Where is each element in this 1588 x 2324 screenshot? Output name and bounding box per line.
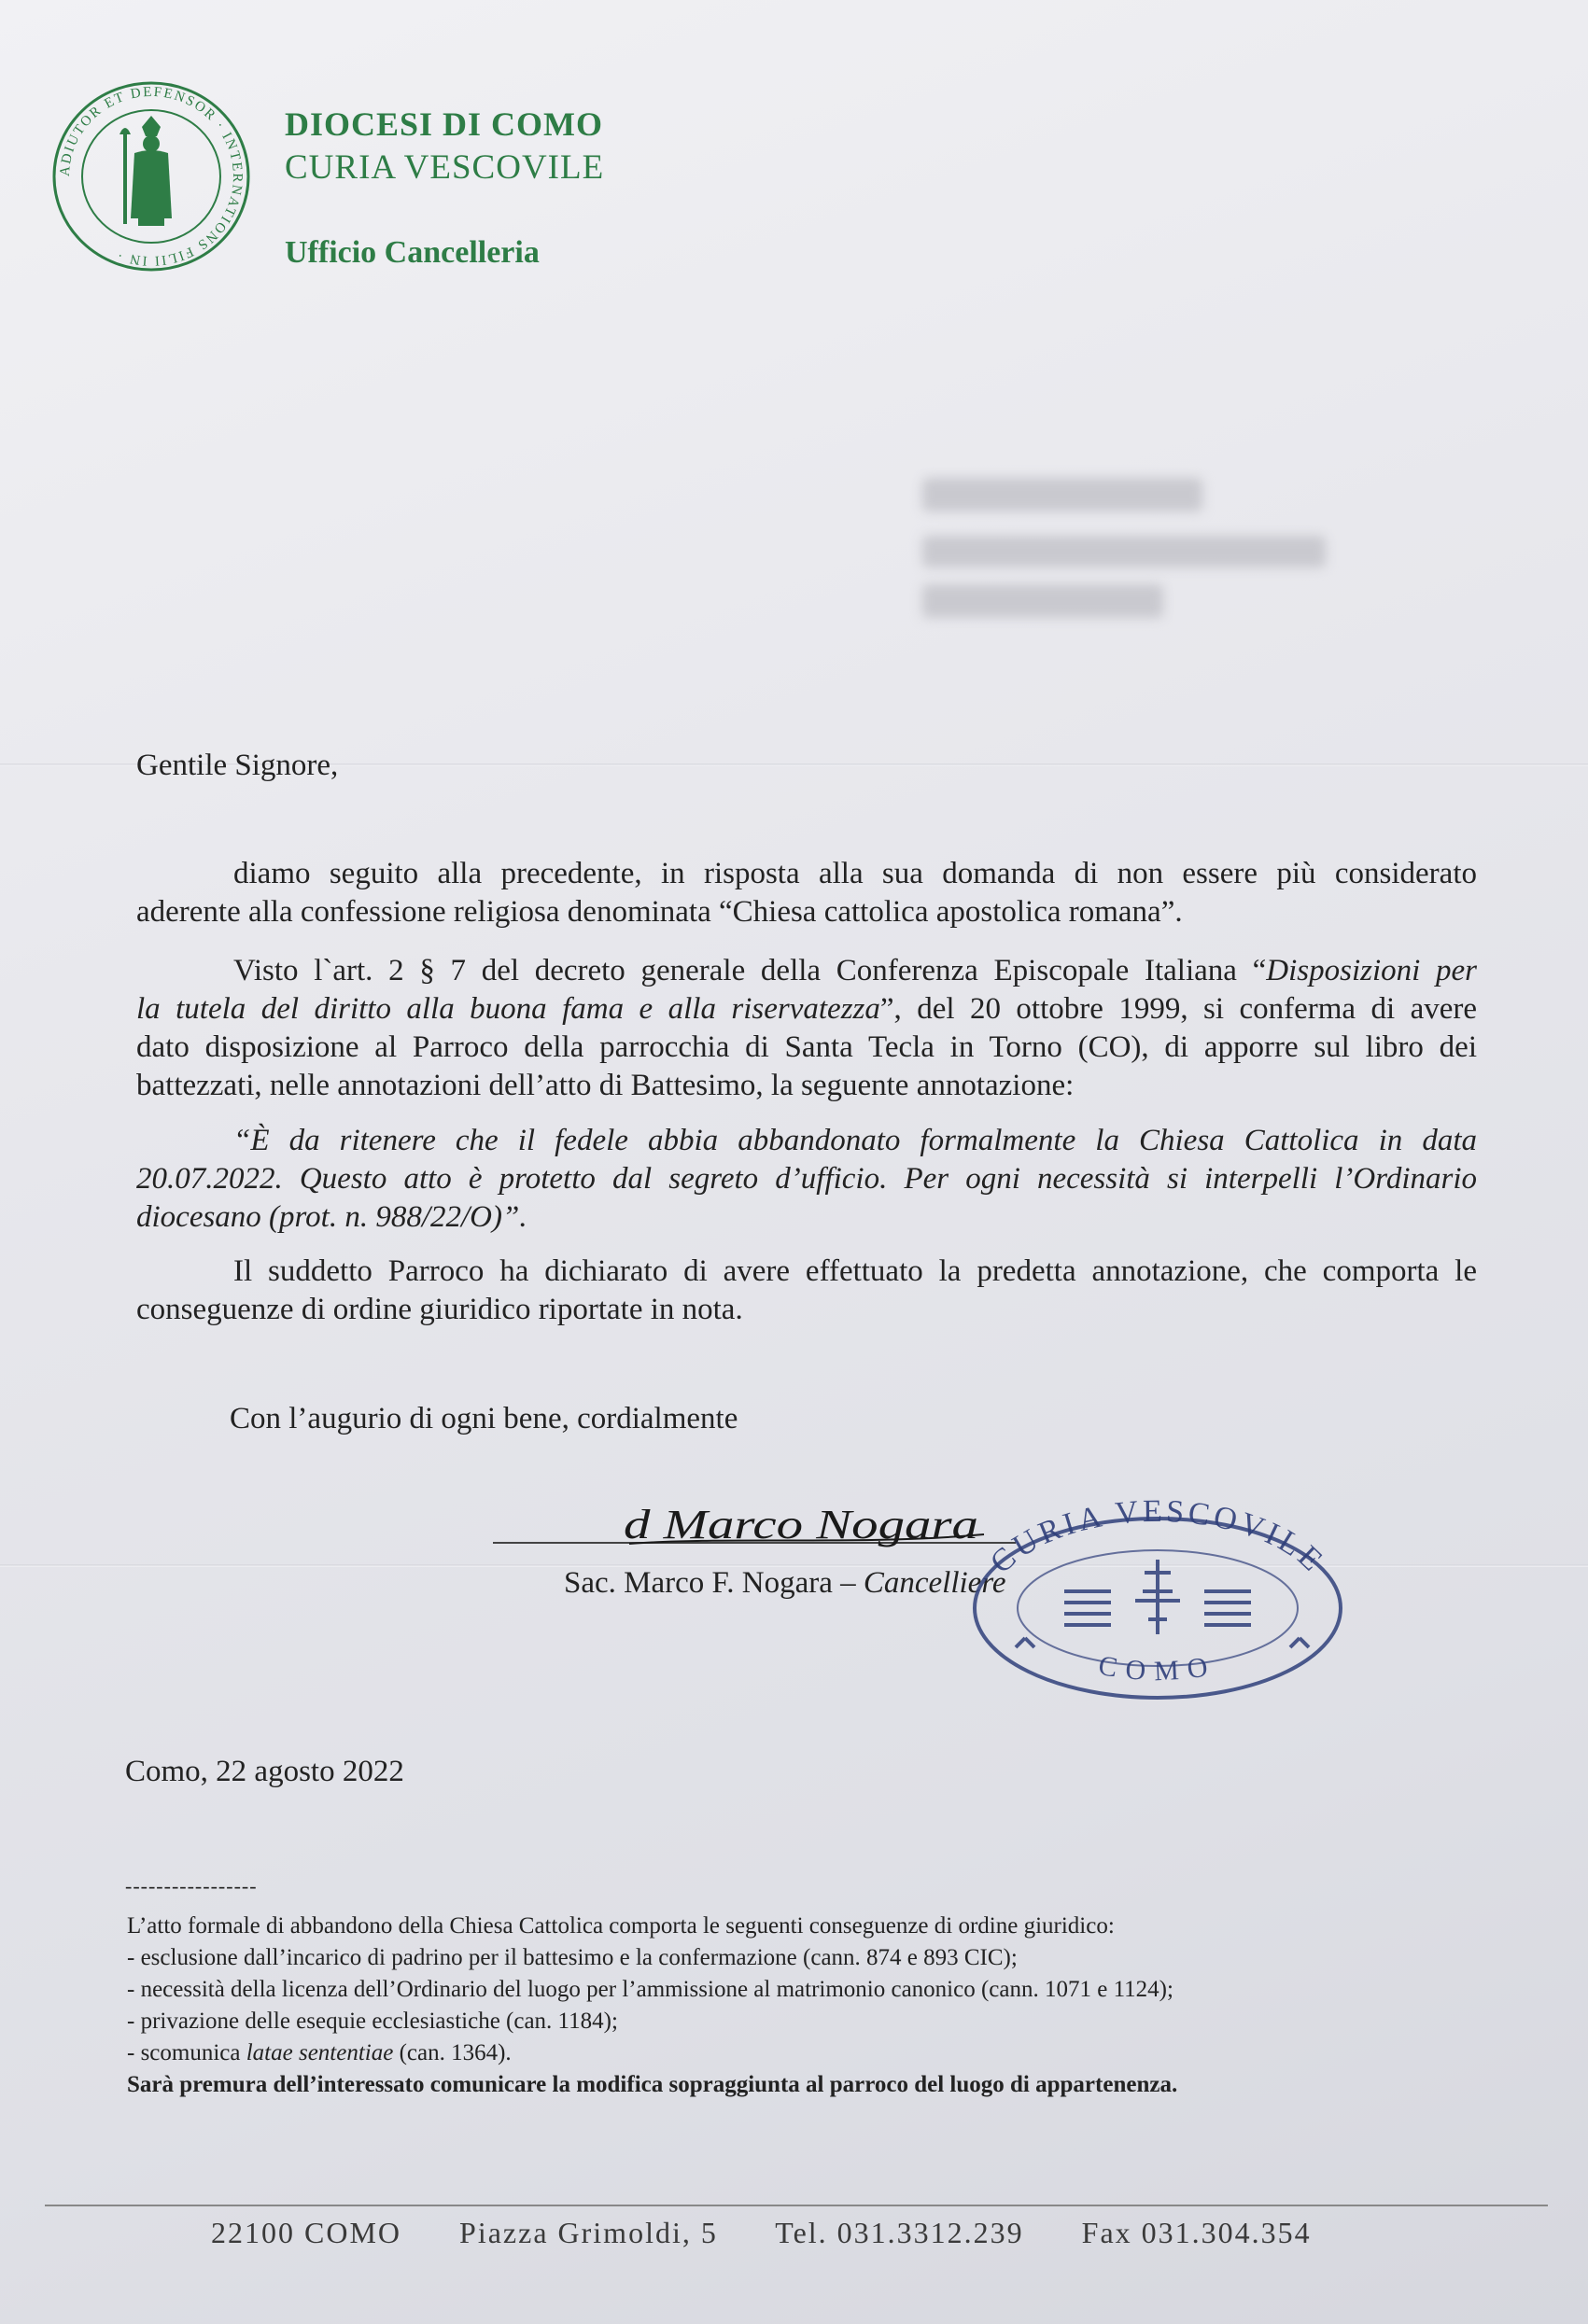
greeting: Gentile Signore,	[136, 749, 339, 782]
signer-title: Cancelliere	[863, 1566, 1006, 1600]
paragraph-line: conseguenze di ordine giuridico riportate in nota.	[136, 1293, 743, 1326]
diocese-title: DIOCESI DI COMO	[285, 105, 604, 143]
letter-date: Como, 22 agosto 2022	[125, 1755, 404, 1788]
curia-title: CURIA VESCOVILE	[285, 148, 605, 187]
closing-line: Con l’augurio di ogni bene, cordialmente	[230, 1402, 738, 1435]
paragraph-line: aderente alla confessione religiosa denominata “Chiesa cattolica apostolica romana”.	[136, 895, 1183, 929]
stamp-bottom-text: COMO	[1096, 1649, 1219, 1687]
footnote-item: - scomunica latae sententiae (can. 1364).	[127, 2040, 512, 2065]
footer-postal: 22100 COMO	[211, 2216, 402, 2249]
curia-stamp	[962, 1498, 1354, 1703]
quote-line: 20.07.2022. Questo atto è protetto dal segreto d’ufficio. Per ogni necessità si interpelli l’Ordinario	[136, 1162, 1477, 1196]
paragraph-2	[136, 952, 1477, 1105]
svg-text:COMO	[1096, 1650, 1219, 1687]
footnote-separator: -----------------	[125, 1874, 258, 1897]
quote-line: “È da ritenere che il fedele abbia abbandonato formalmente la Chiesa Cattolica in data	[233, 1124, 1477, 1157]
footnote-item: - esclusione dall’incarico di padrino per il battesimo e la confermazione (cann. 874 e 893 CIC);	[127, 1945, 1018, 1970]
paragraph-line: la tutela del diritto alla buona fama e alla riservatezza”, del 20 ottobre 1999, si conferma di avere	[136, 992, 1478, 1026]
paragraph-line: dato disposizione al Parroco della parrocchia di Santa Tecla in Torno (CO), di apporre sul libro dei	[136, 1030, 1477, 1064]
signer-name: Sac. Marco F. Nogara –	[564, 1566, 864, 1600]
paragraph-1	[136, 855, 1477, 931]
annotation-quote	[136, 1122, 1477, 1237]
quote-line: diocesano (prot. n. 988/22/O)”.	[136, 1200, 527, 1234]
svg-text:d Marco Nogara: d Marco Nogara	[624, 1502, 978, 1547]
paragraph-3	[136, 1253, 1477, 1329]
footnote-intro: L’atto formale di abbandono della Chiesa Cattolica comporta le seguenti conseguenze di ordine giuridico:	[127, 1913, 1115, 1939]
letterhead-footer	[211, 2216, 1360, 2250]
paragraph-line: battezzati, nelle annotazioni dell’atto di Battesimo, la seguente annotazione:	[136, 1069, 1075, 1102]
paragraph-line: Il suddetto Parroco ha dichiarato di avere effettuato la predetta annotazione, che comporta le	[233, 1254, 1477, 1288]
paragraph-line: diamo seguito alla precedente, in risposta alla sua domanda di non essere più considerato	[233, 857, 1477, 890]
handwritten-signature	[620, 1490, 993, 1555]
footer-fax: Fax 031.304.354	[1081, 2216, 1312, 2249]
footer-tel: Tel. 031.3312.239	[775, 2216, 1024, 2249]
paragraph-line: Visto l`art. 2 § 7 del decreto generale della Conferenza Episcopale Italiana “Disposizioni per	[233, 954, 1477, 987]
office-title: Ufficio Cancelleria	[285, 235, 540, 270]
footer-address: Piazza Grimoldi, 5	[459, 2216, 718, 2249]
diocese-seal-logo	[49, 78, 254, 274]
footnote-bold-note: Sarà premura dell’interessato comunicare la modifica sopraggiunta al parroco del luogo di appartenenza.	[127, 2072, 1178, 2097]
signer-line	[564, 1566, 1006, 1601]
footer-rule	[45, 2205, 1548, 2206]
footnote-item: - privazione delle esequie ecclesiastiche (can. 1184);	[127, 2009, 618, 2034]
seal-text: ADIUTOR ET DEFENSOR · INTERNATIONS FILII IN ·	[57, 84, 246, 269]
footnote-item: - necessità della licenza dell’Ordinario del luogo per l’ammissione al matrimonio canonico (cann. 1071 e 1124);	[127, 1977, 1173, 2002]
stamp-top-text: CURIA VESCOVILE	[983, 1498, 1332, 1581]
